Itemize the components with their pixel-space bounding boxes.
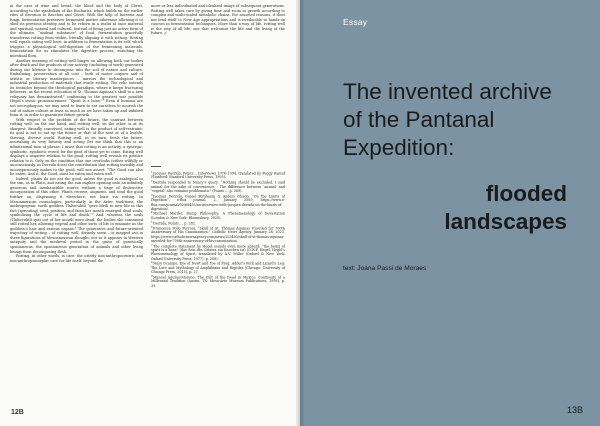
footnote-divider — [151, 166, 161, 167]
subtitle-line: landscapes — [444, 209, 567, 234]
article-subtitle — [327, 180, 567, 236]
body-column-right — [151, 4, 285, 288]
title-line: The invented archive — [343, 79, 552, 104]
page-number-right: 13B — [566, 405, 583, 415]
author-credit: text: Joana Passi de Moraes — [343, 265, 427, 272]
section-label: Essay — [343, 17, 368, 27]
footnote: $^9$Manuel Aguilar-Moreno, The Cult of the Dead in Mexico: Continuity of a Millennial Tradition (Austin, TX: Mesa-Arte Museum Publications, 1998), p. 39. — [151, 274, 285, 288]
footnote: $^6$Francesca Pollo Ferroni, “Skull of St. Thomas Aquinas Unveiled for 700th Anniversary of His Canonization,” Catholic News Agency, January 28, 2023, https://www.catholicnewsagency.com/news/253483/skull-of-st-thomas-aquinas-unveiled-for-700th-anniversary-of-his-canonization. — [151, 225, 285, 243]
footnote: $^3$Jacques Derrida, Daniel Birnbaum & Anders Olsson, “On the Limits of Digestion”, e-flux journal, 2, January 2009, https://www.e-flux.com/journal/02/68495/an-interview-with-jacques-derrida-on-the-limits-of-digestion/. — [151, 193, 285, 211]
footnote: $^4$Michael Marder, Dump Philosophy: A Phenomenology of Devastation (London & New York: Bloomsbury, 2020). — [151, 211, 285, 221]
footnote: $^7$The complete statement by Hegel sounds even more absurd: “the being of spirit is a bone” (das Sein des Geistes ein Knochen ist) (G.W.F. Hegel, Hegel’s Phenomenology of Spirit, translated by A.V. Miller (Oxford & New York: Oxford University Press, 1977), p. 208). — [151, 243, 285, 261]
article-title — [343, 78, 588, 162]
right-page — [300, 0, 600, 426]
binding-gutter — [296, 0, 304, 426]
paragraph: in the case of wine and bread, the blood and the body of Christ, according to the symbolism of the Eucharist, which builds on the earlier rites of devotion to Bacchus and Ceres. With the help of bacteria and fungi, fermentation preserves fermented matter otherwise allowing it to shed its previous identity and to be reborn in a realm at once material and spiritual, natural and cultural. Instead of being just an active form of the ultimate, “undead substance” of food, fermentation gracefully transforms rotting from within, literally aligning it with rotting. Rotting well equals eating well here: in addition to fermentation is its self, which triggers a physiological self-digestion of the fermenting materials, fermentation for us stimulates the digestive process, enriching the intestinal flora. — [10, 4, 143, 59]
title-line: of the Pantanal — [343, 107, 495, 132]
subtitle-line: flooded — [485, 181, 567, 206]
paragraph: With respect to the problem of the future, the contrast between rotting well, on the one hand, and rotting well, on the other, is at its sharpest. Broadly conceived, eating well is the product of self-restraint: its goal is not to eat up the future or that of the next or of a livable, thriving, diverse world. Rotting well, in its turn, feeds the future, nourishing its very futurity and acting (let me think that this is an infinitesimal turn of phrase, I insist that rotting is an activity, a synergic, symbiotic, symbiotic event) for the good of those yet to come. Eating well displays a negative relation to the good; rotting well reveals its positive relation to it. Only on the condition that one overlooks (either wilfully or unconsciously, as Derrida does) the contribution that rotting invisibly and inconspicuously makes to the good, will one assert: “The Good can also be eaten. And it, the Good, must be eaten and eaten well.” — [10, 117, 143, 177]
paragraph: Indeed, plants do not eat the good, unless the good is analogical to the sun, as in Plato, and eating the sun implies opening onto an infinitely generous and inexhaustible source without a tinge of destructive incorporation of this other. Plants receive, augment, and tend the good further on, dispensing it elsewhere, not least via rotting. In Mesoamerican cosmologies, particularly in the Aztec traditions, the anthropogenic earth goddess Tlaltecuhtli “gave birth to new life in this fact (sprouting) seed, position, and from her mouth emerged dead souls, symbolizing the cycle of life and death.”⁵ And, whereas the souls (Tlaltecuhtli spat out of her mouth were dead, the bodies she consumed still rotted her, allowing vegetal and other sorts of life to emanate as the goddess’s hair and various organs.⁶ The generative and future-oriented trajectory of rotting – of rotting well, divinely sown – is mapped out in these figurations of Mesoamerican thought, not so it appears in Western antiquity and the medieval period in the guise of genetically spontaneous, the spontaneous generation of animals and other living beings from decomposing flesh. — [10, 176, 143, 254]
footnote: $^5$Derrida, Points…, p. 282. — [151, 220, 196, 226]
footnote: $^2$Derrida responded to Nancy’s query: “Nothing should be excluded, I said animal for the sake of convenience… The difference between ‘animal’ and ‘vegetal’ also remains problematic” (Points…, p. 269). — [151, 180, 285, 193]
footnotes-list — [151, 171, 285, 288]
footnote: $^8$Mary Ocampo, Eye of Newt and Toe of Frog, Adder’s Fork and Lizard’s Leg: The Lore and Mythology of Amphibians and Reptiles (Chicago: University of Chicago Press, 2015), p. 27. — [151, 261, 285, 275]
paragraph: more or less individuated and idealized image of subsequent generations. Rotting well takes care by giving time and room to growth according to complex and multi-scaled metabolic chains. For assorted reasons, it does not lend itself to New Age appropriations and is irreducible to hands-on courses in fermentation techniques. More than a way of life, rotting well is the way of all life, one that welcomes the life and the living of the future. // — [151, 4, 285, 36]
title-line: Expedition: — [343, 135, 455, 160]
paragraph: Another meaning of rotting well hinges on allowing both our bodies after death and the products of our activity (including of work) generated during our lifetime to decompose into the soil of nature and culture. Embalming, preservation at all cost – both of motor corpses and of artistic or literary masterpieces – mirrors the technological and industrial production of materials that evade rotting. The relic extends its tentacles beyond the theological paradigm, where it keeps fracturing believers, as the recent relocation of St. Thomas Aquinas’s skull to a new reliquary has demonstrated,³ confirming to the greatest war possible Hegel’s ironic pronouncement: “Spirit is a bone.”⁴ Even if humans are not necrophagous, we may need to learn to eat ourselves to nourish the soil of nature-culture at least as much as we have taken up and imbibed from it, in order to guarantee future growth. — [10, 58, 143, 118]
page-number-left: 12B — [11, 409, 24, 416]
paragraph: Rotting, in other words, is care: the utterly non-anthropocentric and non-anthropomorphic care for life itself, beyond the — [10, 254, 143, 263]
footnote: $^1$Jacques Derrida, Points… Interviews 1974–1994, translated by Peggy Kamuf (Stanford: Stanford University Press, 1995). — [151, 170, 285, 180]
body-column-left — [10, 4, 143, 263]
